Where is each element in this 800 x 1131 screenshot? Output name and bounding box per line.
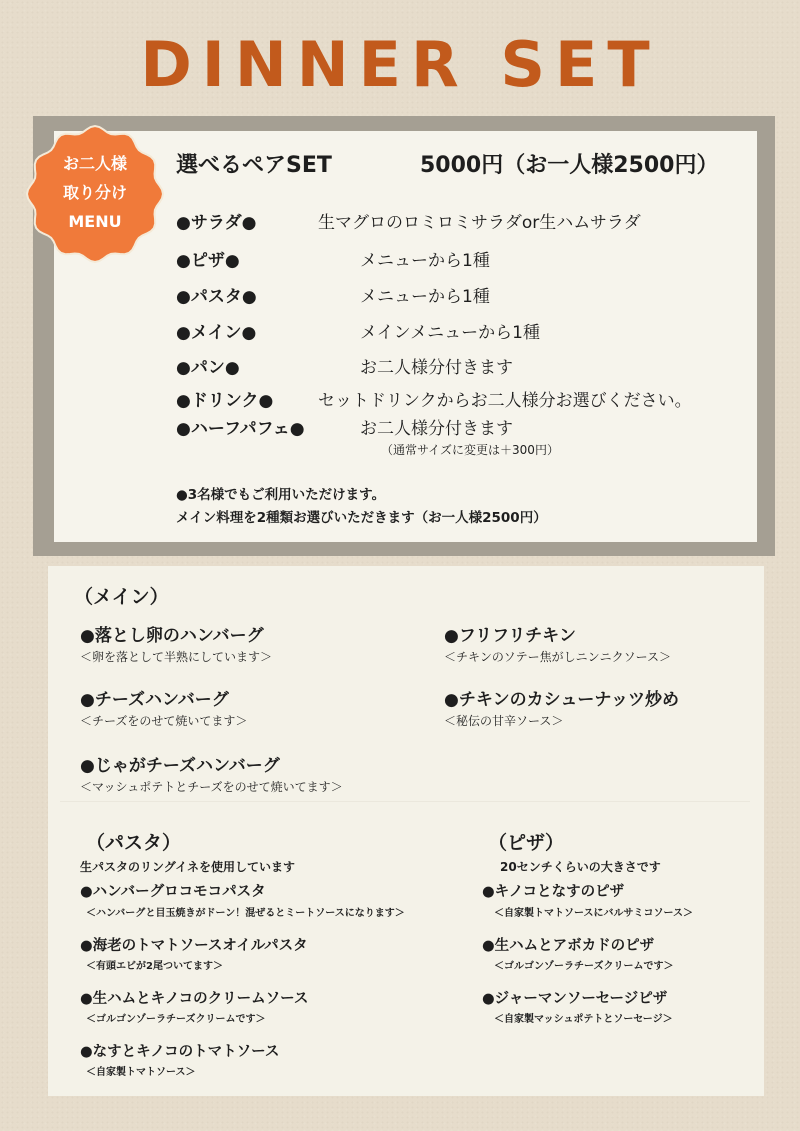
pasta-heading: （パスタ） [86, 832, 182, 854]
main-heading: （メイン） [74, 586, 169, 608]
set-row-value: メインメニューから1種 [360, 323, 540, 343]
pasta-item-name: ●なすとキノコのトマトソース [80, 1044, 280, 1060]
pizza-item-name: ●キノコとなすのピザ [482, 884, 625, 900]
pasta-item-desc: ＜ゴルゴンゾーラチーズクリームです＞ [86, 1014, 266, 1025]
set-row-label: ●ピザ● [176, 251, 240, 271]
set-row-value: 生マグロのロミロミサラダor生ハムサラダ [318, 213, 641, 233]
main-item-name: ●チキンのカシューナッツ炒め [444, 690, 679, 710]
badge-line: MENU [68, 212, 122, 231]
section-divider [60, 801, 750, 802]
pair-menu-badge [22, 121, 168, 267]
badge-line: 取り分け [62, 183, 127, 202]
set-row-label: ●ハーフパフェ● [176, 419, 305, 439]
set-row-label: ●サラダ● [176, 213, 257, 233]
set-row-value: お二人様分付きます [360, 419, 513, 439]
set-row-label: ●ドリンク● [176, 391, 274, 411]
badge-line: お二人様 [62, 154, 127, 173]
pasta-item-desc: ＜有頭エビが2尾ついてます＞ [86, 961, 223, 972]
pizza-item-desc: ＜自家製トマトソースにバルサミコソース＞ [494, 908, 693, 919]
pasta-item-name: ●海老のトマトソースオイルパスタ [80, 938, 308, 954]
page-title: DINNER SET [140, 28, 660, 101]
pizza-item-desc: ＜ゴルゴンゾーラチーズクリームです＞ [494, 961, 674, 972]
main-item-desc: ＜マッシュポテトとチーズをのせて焼いてます＞ [80, 780, 343, 794]
badge-text [22, 149, 168, 236]
pasta-subheading: 生パスタのリングイネを使用しています [80, 860, 296, 874]
main-item-name: ●じゃがチーズハンバーグ [80, 756, 280, 776]
pizza-subheading: 20センチくらいの大きさです [500, 860, 661, 874]
main-item-desc: ＜チーズをのせて焼いてます＞ [80, 714, 248, 728]
main-item-desc: ＜秘伝の甘辛ソース＞ [444, 714, 564, 728]
main-item-name: ●フリフリチキン [444, 626, 576, 646]
parfait-note: （通常サイズに変更は＋300円） [381, 443, 559, 457]
set-row-value: メニューから1種 [360, 251, 490, 271]
set-row-label: ●メイン● [176, 323, 257, 343]
set-row-value: メニューから1種 [360, 287, 490, 307]
pasta-item-name: ●ハンバーグロコモコパスタ [80, 884, 266, 900]
main-item-name: ●チーズハンバーグ [80, 690, 229, 710]
set-price: 5000円（お一人様2500円） [420, 153, 719, 178]
pizza-item-name: ●ジャーマンソーセージピザ [482, 991, 668, 1007]
main-item-desc: ＜チキンのソテー焦がしニンニクソース＞ [444, 650, 672, 664]
set-note: ●3名様でもご利用いただけます。 [176, 487, 386, 503]
pizza-item-desc: ＜自家製マッシュポテトとソーセージ＞ [494, 1014, 673, 1025]
pasta-item-name: ●生ハムとキノコのクリームソース [80, 991, 309, 1007]
set-row-label: ●パン● [176, 358, 240, 378]
pizza-heading: （ピザ） [488, 832, 565, 854]
set-row-label: ●パスタ● [176, 287, 257, 307]
main-item-name: ●落とし卵のハンバーグ [80, 626, 264, 646]
main-item-desc: ＜卵を落として半熟にしています＞ [80, 650, 273, 664]
set-heading: 選べるペアSET [176, 153, 332, 178]
pasta-item-desc: ＜自家製トマトソース＞ [86, 1067, 196, 1078]
pizza-item-name: ●生ハムとアボカドのピザ [482, 938, 655, 954]
set-row-value: セットドリンクからお二人様分お選びください。 [318, 391, 692, 411]
set-row-value: お二人様分付きます [360, 358, 513, 378]
pasta-item-desc: ＜ハンバーグと目玉焼きがドーン！混ぜるとミートソースになります＞ [86, 908, 405, 919]
set-note: メイン料理を2種類お選びいただきます（お一人様2500円） [176, 510, 547, 526]
